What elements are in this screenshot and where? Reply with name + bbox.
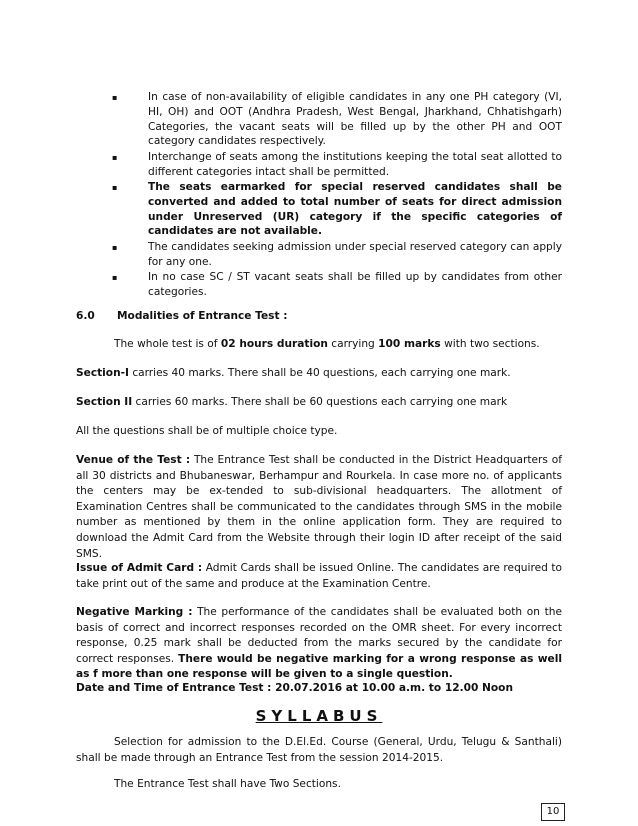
bullet-text-bold: The seats earmarked for special reserved candidates shall be converted and added to total number of seats for direct admission under Unreserved (UR) category if the specific categories of candidates are not available. <box>148 181 562 238</box>
test-intro <box>76 337 562 353</box>
syllabus-heading: SYLLABUS <box>255 707 383 725</box>
intro-text: with two sections. <box>440 338 540 350</box>
admit-card-text: Admit Cards shall be issued Online. The candidates are required to take print out of the same and produce at the Examination Centre. <box>76 562 562 590</box>
page-number: 10 <box>541 803 565 821</box>
bullet-text: In no case SC / ST vacant seats shall be filled up by candidates from other categories. <box>148 271 562 298</box>
intro-marks: 100 marks <box>378 338 441 350</box>
intro-text: carrying <box>327 338 379 350</box>
intro-duration: 02 hours duration <box>220 338 328 350</box>
negative-marking-text: The performance of the candidates shall be evaluated both on the basis of correct and incorrect responses recorded on the OMR sheet. For every incorrect response, 0.25 mark shall be deducted from the marks secured by the candidate for correct responses. <box>76 606 562 665</box>
bullet-mark: ▪ <box>112 93 118 102</box>
bullet-text: The candidates seeking admission under special reserved category can apply for any one. <box>148 241 562 268</box>
bullet-mark: ▪ <box>112 273 118 282</box>
section-title: Modalities of Entrance Test : <box>117 310 288 322</box>
intro-text: The whole test is of <box>114 338 221 350</box>
negative-marking-paragraph <box>76 605 562 683</box>
syllabus-paragraph: The Entrance Test shall have Two Sections. <box>114 778 341 790</box>
section-two-text: carries 60 marks. There shall be 60 questions each carrying one mark <box>132 396 508 408</box>
negative-marking-label: Negative Marking : <box>76 606 193 618</box>
syllabus-paragraph: Selection for admission to the D.El.Ed. Course (General, Urdu, Telugu & Santhali) shall be made through an Entrance Test from the session 2014-2015. <box>76 736 562 764</box>
venue-paragraph <box>76 453 562 562</box>
bullet-text: In case of non-availability of eligible candidates in any one PH category (VI, HI, OH) and OOT (Andhra Pradesh, West Bengal, Jharkhand, Chhatishgarh) Categories, the vacant seats will be filled up by the other PH and OOT category candidates respectively. <box>148 91 562 148</box>
bullet-text: Interchange of seats among the institutions keeping the total seat allotted to different categories intact shall be permitted. <box>148 151 562 178</box>
section-one-label: Section-I <box>76 367 129 379</box>
negative-marking-bold: There would be negative marking for a wrong response as well as f more than one response will be given to a single question. <box>76 652 562 681</box>
bullet-mark: ▪ <box>112 183 118 192</box>
admit-card-label: Issue of Admit Card : <box>76 562 203 574</box>
section-two-label: Section II <box>76 396 133 408</box>
bullet-mark: ▪ <box>112 243 118 252</box>
section-one-line <box>76 366 562 382</box>
venue-label: Venue of the Test : <box>76 454 191 466</box>
exam-date-time: Date and Time of Entrance Test : 20.07.2016 at 10.00 a.m. to 12.00 Noon <box>76 682 514 694</box>
mcq-line: All the questions shall be of multiple choice type. <box>76 425 338 437</box>
section-two-line <box>76 395 562 411</box>
section-one-text: carries 40 marks. There shall be 40 questions, each carrying one mark. <box>128 367 511 379</box>
venue-text: The Entrance Test shall be conducted in the District Headquarters of all 30 districts and Bhubaneswar, Berhampur and Rourkela. In case more no. of applicants the centers may be ex-tended to sub-divisional headquarters. The allotment of Examination Centres shall be communicated to the candidates through SMS in the mobile number as mentioned by them in the online application form. They are required to download the Admit Card from the Website through their login ID after receipt of the said SMS. <box>76 454 562 560</box>
admit-card-paragraph <box>76 561 562 592</box>
section-number: 6.0 <box>76 310 95 322</box>
bullet-mark: ▪ <box>112 153 118 162</box>
